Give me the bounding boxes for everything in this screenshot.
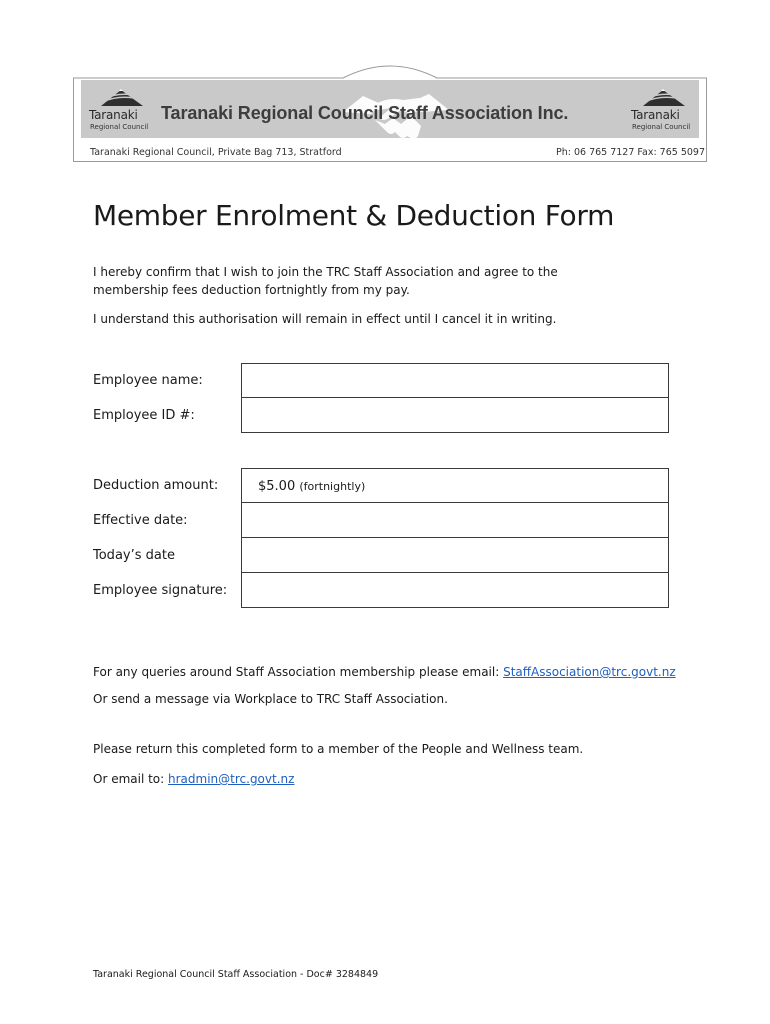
queries-line bbox=[93, 665, 676, 679]
form-title: Member Enrolment & Deduction Form bbox=[93, 199, 615, 232]
logo-left bbox=[87, 86, 157, 134]
effective-date-label: Effective date: bbox=[93, 513, 188, 528]
intro-line-2: membership fees deduction fortnightly from my pay. bbox=[93, 283, 410, 297]
email-to-text: Or email to: bbox=[93, 772, 169, 786]
logo-name: Taranaki bbox=[631, 108, 680, 122]
intro-line-1: I hereby confirm that I wish to join the TRC Staff Association and agree to the bbox=[93, 265, 558, 279]
workplace-text: Or send a message via Workplace to TRC Staff Association. bbox=[93, 692, 448, 706]
authorisation-text: I understand this authorisation will remain in effect until I cancel it in writing. bbox=[93, 312, 557, 326]
effective-date-field[interactable] bbox=[241, 503, 669, 538]
mountain-logo-icon bbox=[639, 86, 691, 108]
logo-subtitle: Regional Council bbox=[632, 123, 691, 131]
deduction-amount-value: $5.00 bbox=[258, 479, 296, 494]
return-text: Please return this completed form to a member of the People and Wellness team. bbox=[93, 742, 584, 756]
hr-email-line bbox=[93, 772, 294, 786]
letterhead-address: Taranaki Regional Council, Private Bag 713, Stratford bbox=[90, 147, 342, 158]
mountain-logo-icon bbox=[97, 86, 149, 108]
employee-signature-label: Employee signature: bbox=[93, 583, 228, 598]
deduction-amount-label: Deduction amount: bbox=[93, 478, 219, 493]
employee-id-field[interactable] bbox=[241, 398, 669, 433]
deduction-amount-value-group bbox=[258, 479, 365, 494]
queries-text: For any queries around Staff Association membership please email: bbox=[93, 665, 504, 679]
footer-doc-ref: Taranaki Regional Council Staff Association - Doc# 3284849 bbox=[93, 969, 379, 980]
staff-association-email-link[interactable]: StaffAssociation@trc.govt.nz bbox=[503, 665, 676, 679]
logo-subtitle: Regional Council bbox=[90, 123, 149, 131]
todays-date-label: Today’s date bbox=[93, 548, 175, 563]
employee-name-label: Employee name: bbox=[93, 373, 203, 388]
letterhead bbox=[73, 56, 707, 162]
employee-id-label: Employee ID #: bbox=[93, 408, 195, 423]
logo-name: Taranaki bbox=[89, 108, 138, 122]
deduction-amount-field[interactable] bbox=[241, 468, 669, 503]
employee-signature-field[interactable] bbox=[241, 573, 669, 608]
logo-right bbox=[629, 86, 699, 134]
intro-paragraph bbox=[93, 263, 558, 299]
employee-name-field[interactable] bbox=[241, 363, 669, 398]
letterhead-title: Taranaki Regional Council Staff Association Inc. bbox=[161, 103, 569, 123]
todays-date-field[interactable] bbox=[241, 538, 669, 573]
deduction-frequency: (fortnightly) bbox=[299, 480, 366, 493]
letterhead-phone: Ph: 06 765 7127 Fax: 765 5097 bbox=[555, 147, 705, 158]
hr-email-link[interactable]: hradmin@trc.govt.nz bbox=[168, 772, 295, 786]
